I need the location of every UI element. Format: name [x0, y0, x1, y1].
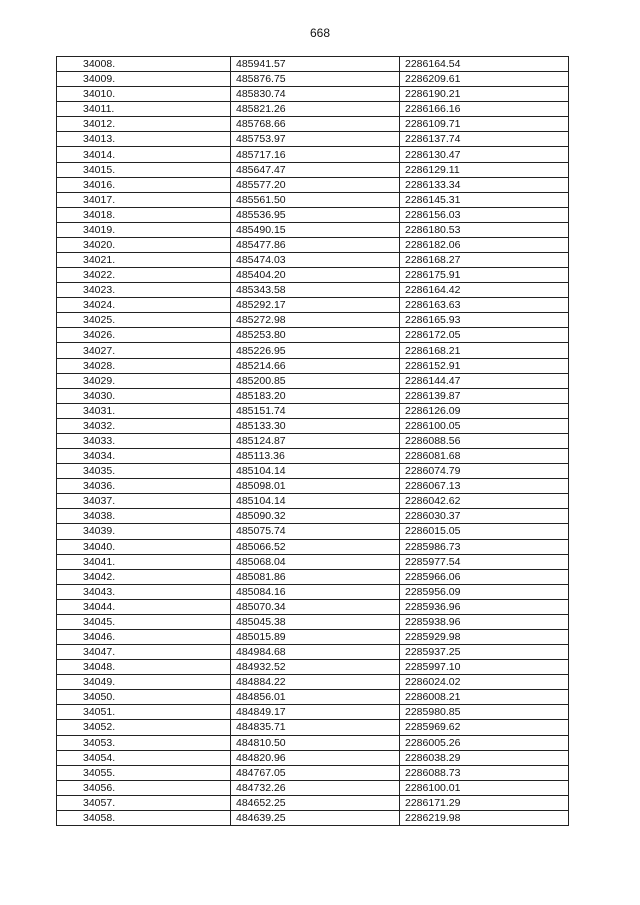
y-coordinate-cell: 2286030.37: [400, 509, 569, 524]
table-row: [57, 72, 569, 87]
table-row: [57, 132, 569, 147]
table-row: [57, 509, 569, 524]
point-number-cell: 34049.: [57, 675, 231, 690]
point-number-cell: 34052.: [57, 720, 231, 735]
y-coordinate-cell: 2286171.29: [400, 795, 569, 810]
table-row: [57, 735, 569, 750]
point-number-cell: 34032.: [57, 418, 231, 433]
table-row: [57, 780, 569, 795]
y-coordinate-cell: 2286137.74: [400, 132, 569, 147]
x-coordinate-cell: 485343.58: [231, 283, 400, 298]
x-coordinate-cell: 485081.86: [231, 569, 400, 584]
x-coordinate-cell: 484652.25: [231, 795, 400, 810]
point-number-cell: 34038.: [57, 509, 231, 524]
y-coordinate-cell: 2286164.42: [400, 283, 569, 298]
y-coordinate-cell: 2286152.91: [400, 358, 569, 373]
table-row: [57, 675, 569, 690]
point-number-cell: 34008.: [57, 57, 231, 72]
x-coordinate-cell: 485647.47: [231, 162, 400, 177]
table-row: [57, 494, 569, 509]
y-coordinate-cell: 2286067.13: [400, 479, 569, 494]
point-number-cell: 34009.: [57, 72, 231, 87]
x-coordinate-cell: 484884.22: [231, 675, 400, 690]
point-number-cell: 34045.: [57, 614, 231, 629]
x-coordinate-cell: 485200.85: [231, 373, 400, 388]
point-number-cell: 34042.: [57, 569, 231, 584]
y-coordinate-cell: 2286165.93: [400, 313, 569, 328]
table-row: [57, 102, 569, 117]
point-number-cell: 34011.: [57, 102, 231, 117]
y-coordinate-cell: 2286005.26: [400, 735, 569, 750]
y-coordinate-cell: 2286164.54: [400, 57, 569, 72]
x-coordinate-cell: 484984.68: [231, 645, 400, 660]
y-coordinate-cell: 2286180.53: [400, 222, 569, 237]
x-coordinate-cell: 485490.15: [231, 222, 400, 237]
point-number-cell: 34054.: [57, 750, 231, 765]
y-coordinate-cell: 2286008.21: [400, 690, 569, 705]
y-coordinate-cell: 2286156.03: [400, 207, 569, 222]
table-row: [57, 87, 569, 102]
y-coordinate-cell: 2286209.61: [400, 72, 569, 87]
x-coordinate-cell: 485075.74: [231, 524, 400, 539]
table-row: [57, 237, 569, 252]
table-row: [57, 403, 569, 418]
point-number-cell: 34033.: [57, 433, 231, 448]
y-coordinate-cell: 2285969.62: [400, 720, 569, 735]
point-number-cell: 34057.: [57, 795, 231, 810]
x-coordinate-cell: 485015.89: [231, 629, 400, 644]
y-coordinate-cell: 2286088.56: [400, 433, 569, 448]
y-coordinate-cell: 2286133.34: [400, 177, 569, 192]
point-number-cell: 34017.: [57, 192, 231, 207]
y-coordinate-cell: 2285977.54: [400, 554, 569, 569]
x-coordinate-cell: 485941.57: [231, 57, 400, 72]
y-coordinate-cell: 2285937.25: [400, 645, 569, 660]
table-row: [57, 720, 569, 735]
x-coordinate-cell: 485753.97: [231, 132, 400, 147]
point-number-cell: 34012.: [57, 117, 231, 132]
x-coordinate-cell: 484849.17: [231, 705, 400, 720]
table-row: [57, 705, 569, 720]
x-coordinate-cell: 485068.04: [231, 554, 400, 569]
x-coordinate-cell: 485098.01: [231, 479, 400, 494]
point-number-cell: 34036.: [57, 479, 231, 494]
point-number-cell: 34023.: [57, 283, 231, 298]
x-coordinate-cell: 485045.38: [231, 614, 400, 629]
y-coordinate-cell: 2286129.11: [400, 162, 569, 177]
table-row: [57, 388, 569, 403]
x-coordinate-cell: 485474.03: [231, 253, 400, 268]
x-coordinate-cell: 485066.52: [231, 539, 400, 554]
point-number-cell: 34019.: [57, 222, 231, 237]
x-coordinate-cell: 485104.14: [231, 464, 400, 479]
point-number-cell: 34040.: [57, 539, 231, 554]
table-row: [57, 810, 569, 825]
table-row: [57, 795, 569, 810]
point-number-cell: 34028.: [57, 358, 231, 373]
table-row: [57, 373, 569, 388]
x-coordinate-cell: 485577.20: [231, 177, 400, 192]
point-number-cell: 34027.: [57, 343, 231, 358]
point-number-cell: 34039.: [57, 524, 231, 539]
table-row: [57, 645, 569, 660]
table-row: [57, 117, 569, 132]
x-coordinate-cell: 485717.16: [231, 147, 400, 162]
x-coordinate-cell: 485830.74: [231, 87, 400, 102]
x-coordinate-cell: 485536.95: [231, 207, 400, 222]
x-coordinate-cell: 485090.32: [231, 509, 400, 524]
point-number-cell: 34055.: [57, 765, 231, 780]
point-number-cell: 34044.: [57, 599, 231, 614]
y-coordinate-cell: 2285966.06: [400, 569, 569, 584]
table-row: [57, 358, 569, 373]
x-coordinate-cell: 485133.30: [231, 418, 400, 433]
table-row: [57, 765, 569, 780]
table-row: [57, 569, 569, 584]
table-row: [57, 57, 569, 72]
point-number-cell: 34041.: [57, 554, 231, 569]
point-number-cell: 34014.: [57, 147, 231, 162]
table-row: [57, 690, 569, 705]
point-number-cell: 34025.: [57, 313, 231, 328]
table-row: [57, 162, 569, 177]
x-coordinate-cell: 484639.25: [231, 810, 400, 825]
table-row: [57, 554, 569, 569]
table-row: [57, 584, 569, 599]
y-coordinate-cell: 2286190.21: [400, 87, 569, 102]
page-number: 668: [309, 26, 331, 40]
point-number-cell: 34035.: [57, 464, 231, 479]
y-coordinate-cell: 2285997.10: [400, 660, 569, 675]
y-coordinate-cell: 2286139.87: [400, 388, 569, 403]
table-row: [57, 629, 569, 644]
table-row: [57, 268, 569, 283]
point-number-cell: 34031.: [57, 403, 231, 418]
y-coordinate-cell: 2286015.05: [400, 524, 569, 539]
point-number-cell: 34034.: [57, 449, 231, 464]
y-coordinate-cell: 2286130.47: [400, 147, 569, 162]
table-row: [57, 313, 569, 328]
table-row: [57, 433, 569, 448]
point-number-cell: 34029.: [57, 373, 231, 388]
y-coordinate-cell: 2285986.73: [400, 539, 569, 554]
table-row: [57, 207, 569, 222]
point-number-cell: 34010.: [57, 87, 231, 102]
table-row: [57, 464, 569, 479]
point-number-cell: 34047.: [57, 645, 231, 660]
y-coordinate-cell: 2286219.98: [400, 810, 569, 825]
y-coordinate-cell: 2286100.05: [400, 418, 569, 433]
point-number-cell: 34037.: [57, 494, 231, 509]
x-coordinate-cell: 485070.34: [231, 599, 400, 614]
x-coordinate-cell: 485084.16: [231, 584, 400, 599]
x-coordinate-cell: 484856.01: [231, 690, 400, 705]
point-number-cell: 34018.: [57, 207, 231, 222]
table-row: [57, 192, 569, 207]
table-row: [57, 660, 569, 675]
y-coordinate-cell: 2286088.73: [400, 765, 569, 780]
table-row: [57, 418, 569, 433]
table-row: [57, 298, 569, 313]
table-row: [57, 283, 569, 298]
table-row: [57, 253, 569, 268]
table-row: [57, 343, 569, 358]
point-number-cell: 34016.: [57, 177, 231, 192]
point-number-cell: 34048.: [57, 660, 231, 675]
x-coordinate-cell: 484835.71: [231, 720, 400, 735]
point-number-cell: 34046.: [57, 629, 231, 644]
table-row: [57, 539, 569, 554]
x-coordinate-cell: 485253.80: [231, 328, 400, 343]
point-number-cell: 34022.: [57, 268, 231, 283]
table-row: [57, 750, 569, 765]
y-coordinate-cell: 2286126.09: [400, 403, 569, 418]
x-coordinate-cell: 485214.66: [231, 358, 400, 373]
x-coordinate-cell: 485226.95: [231, 343, 400, 358]
x-coordinate-cell: 485821.26: [231, 102, 400, 117]
table-row: [57, 524, 569, 539]
x-coordinate-cell: 485124.87: [231, 433, 400, 448]
table-row: [57, 147, 569, 162]
point-number-cell: 34015.: [57, 162, 231, 177]
y-coordinate-cell: 2285938.96: [400, 614, 569, 629]
table-row: [57, 328, 569, 343]
y-coordinate-cell: 2286175.91: [400, 268, 569, 283]
x-coordinate-cell: 485876.75: [231, 72, 400, 87]
y-coordinate-cell: 2286074.79: [400, 464, 569, 479]
x-coordinate-cell: 484732.26: [231, 780, 400, 795]
point-number-cell: 34013.: [57, 132, 231, 147]
y-coordinate-cell: 2286109.71: [400, 117, 569, 132]
table-row: [57, 222, 569, 237]
y-coordinate-cell: 2286168.21: [400, 343, 569, 358]
y-coordinate-cell: 2286166.16: [400, 102, 569, 117]
y-coordinate-cell: 2286042.62: [400, 494, 569, 509]
y-coordinate-cell: 2286163.63: [400, 298, 569, 313]
x-coordinate-cell: 484767.05: [231, 765, 400, 780]
x-coordinate-cell: 485768.66: [231, 117, 400, 132]
x-coordinate-cell: 485104.14: [231, 494, 400, 509]
coordinates-table: [56, 56, 569, 826]
x-coordinate-cell: 485477.86: [231, 237, 400, 252]
y-coordinate-cell: 2285936.96: [400, 599, 569, 614]
x-coordinate-cell: 485561.50: [231, 192, 400, 207]
y-coordinate-cell: 2286081.68: [400, 449, 569, 464]
y-coordinate-cell: 2286038.29: [400, 750, 569, 765]
y-coordinate-cell: 2286168.27: [400, 253, 569, 268]
y-coordinate-cell: 2286172.05: [400, 328, 569, 343]
coordinates-table-body: [57, 57, 569, 826]
point-number-cell: 34058.: [57, 810, 231, 825]
y-coordinate-cell: 2286024.02: [400, 675, 569, 690]
point-number-cell: 34056.: [57, 780, 231, 795]
y-coordinate-cell: 2286100.01: [400, 780, 569, 795]
x-coordinate-cell: 484932.52: [231, 660, 400, 675]
x-coordinate-cell: 484820.96: [231, 750, 400, 765]
x-coordinate-cell: 485292.17: [231, 298, 400, 313]
y-coordinate-cell: 2286182.06: [400, 237, 569, 252]
y-coordinate-cell: 2286144.47: [400, 373, 569, 388]
table-row: [57, 177, 569, 192]
y-coordinate-cell: 2285929.98: [400, 629, 569, 644]
point-number-cell: 34043.: [57, 584, 231, 599]
x-coordinate-cell: 485272.98: [231, 313, 400, 328]
x-coordinate-cell: 485183.20: [231, 388, 400, 403]
y-coordinate-cell: 2285956.09: [400, 584, 569, 599]
table-row: [57, 479, 569, 494]
point-number-cell: 34020.: [57, 237, 231, 252]
x-coordinate-cell: 485113.36: [231, 449, 400, 464]
x-coordinate-cell: 485151.74: [231, 403, 400, 418]
point-number-cell: 34030.: [57, 388, 231, 403]
x-coordinate-cell: 485404.20: [231, 268, 400, 283]
point-number-cell: 34053.: [57, 735, 231, 750]
point-number-cell: 34050.: [57, 690, 231, 705]
point-number-cell: 34026.: [57, 328, 231, 343]
y-coordinate-cell: 2286145.31: [400, 192, 569, 207]
x-coordinate-cell: 484810.50: [231, 735, 400, 750]
point-number-cell: 34051.: [57, 705, 231, 720]
table-row: [57, 599, 569, 614]
point-number-cell: 34024.: [57, 298, 231, 313]
point-number-cell: 34021.: [57, 253, 231, 268]
table-row: [57, 449, 569, 464]
table-row: [57, 614, 569, 629]
y-coordinate-cell: 2285980.85: [400, 705, 569, 720]
